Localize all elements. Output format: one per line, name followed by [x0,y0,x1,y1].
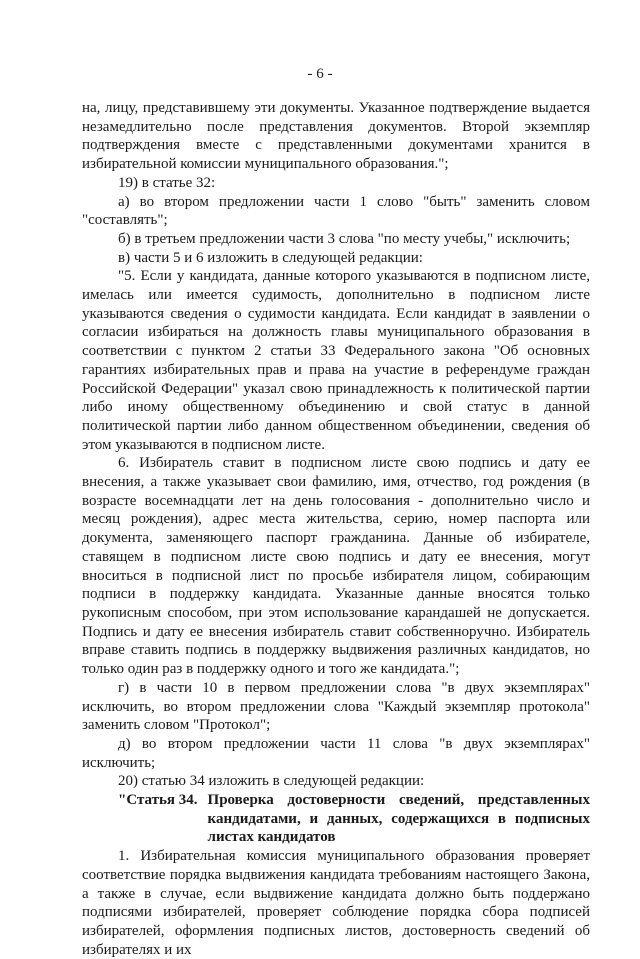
paragraph-subitem-g: г) в части 10 в первом предложении слова "в двух экземплярах" исключить, во втором предложении слова "Каждый экземпляр протокола" заменить словом "Протокол"; [82,679,590,734]
paragraph-subitem-v: в) части 5 и 6 изложить в следующей редакции: [118,249,423,266]
paragraph-part-6: 6. Избиратель ставит в подписном листе свою подпись и дату ее внесения, а также указывает свои фамилию, имя, отчество, год рождения (в возрасте восемнадцати лет на день голосования - дополнительно число и месяц рождения), адрес места жительства, серию, номер паспорта или документа, заменяющего паспорт гражданина. Данные об избирателе, ставящем в подписном листе свою подпись и дату ее внесения, могут вноситься в подписной лист по просьбе избирателя лицом, собирающим подписи в поддержку кандидата. Указанные данные вносятся только рукописным способом, при этом использование карандашей не допускается. Подпись и дату ее внесения избиратель ставит собственноручно. Избиратель вправе ставить подпись в поддержку выдвижения различных кандидатов, но только один раз в поддержку одного и того же кандидата."; [82,455,590,678]
article-label: "Статья 34. [118,792,198,809]
paragraph-subitem-d: д) во втором предложении части 11 слова "в двух экземплярах" исключить; [82,735,590,771]
paragraph-item-20: 20) статью 34 изложить в следующей редакции: [118,773,425,790]
paragraph-continuation: на, лицу, представившему эти документы. Указанное подтверждение выдается незамедлительно после представления документов. Второй экземпляр подтверждения вместе с представленными документами хранится в избирательной комиссии муниципального образования."; [82,100,590,173]
article-heading [118,791,590,847]
paragraph-article-part-1: 1. Избирательная комиссия муниципального образования проверяет соответствие порядка выдвижения кандидата требованиям настоящего Закона, а также в случае, если выдвижение кандидата должно быть поддержано подписями избирателей, проверяет соблюдение порядка сбора подписей избирателей, оформления подписных листов, достоверность сведений об избирателях и их [82,848,590,958]
document-body [82,99,590,959]
paragraph-subitem-b: б) в третьем предложении части 3 слова "по месту учебы," исключить; [118,230,571,247]
paragraph-subitem-a: а) во втором предложении части 1 слово "быть" заменить словом "составлять"; [82,193,590,229]
paragraph-item-19: 19) в статье 32: [118,174,216,191]
page-number: - 6 - [307,66,333,82]
paragraph-part-5: "5. Если у кандидата, данные которого указываются в подписном листе, имелась или имеется судимость, дополнительно в подписном листе указываются сведения о судимости кандидата. Если кандидат в заявлении о согласии избираться на должность главы муниципального образования в соответствии с пунктом 2 статьи 33 Федерального закона "Об основных гарантиях избирательных прав и права на участие в референдуме граждан Российской Федерации" указал свою принадлежность к политической партии либо иному общественному объединению и свой статус в данной политической партии либо данном общественном объединении, сведения об этом указываются в подписном листе. [82,268,590,453]
article-title: Проверка достоверности сведений, представленных кандидатами, и данных, содержащихся в подписных листах кандидатов [207,792,590,846]
